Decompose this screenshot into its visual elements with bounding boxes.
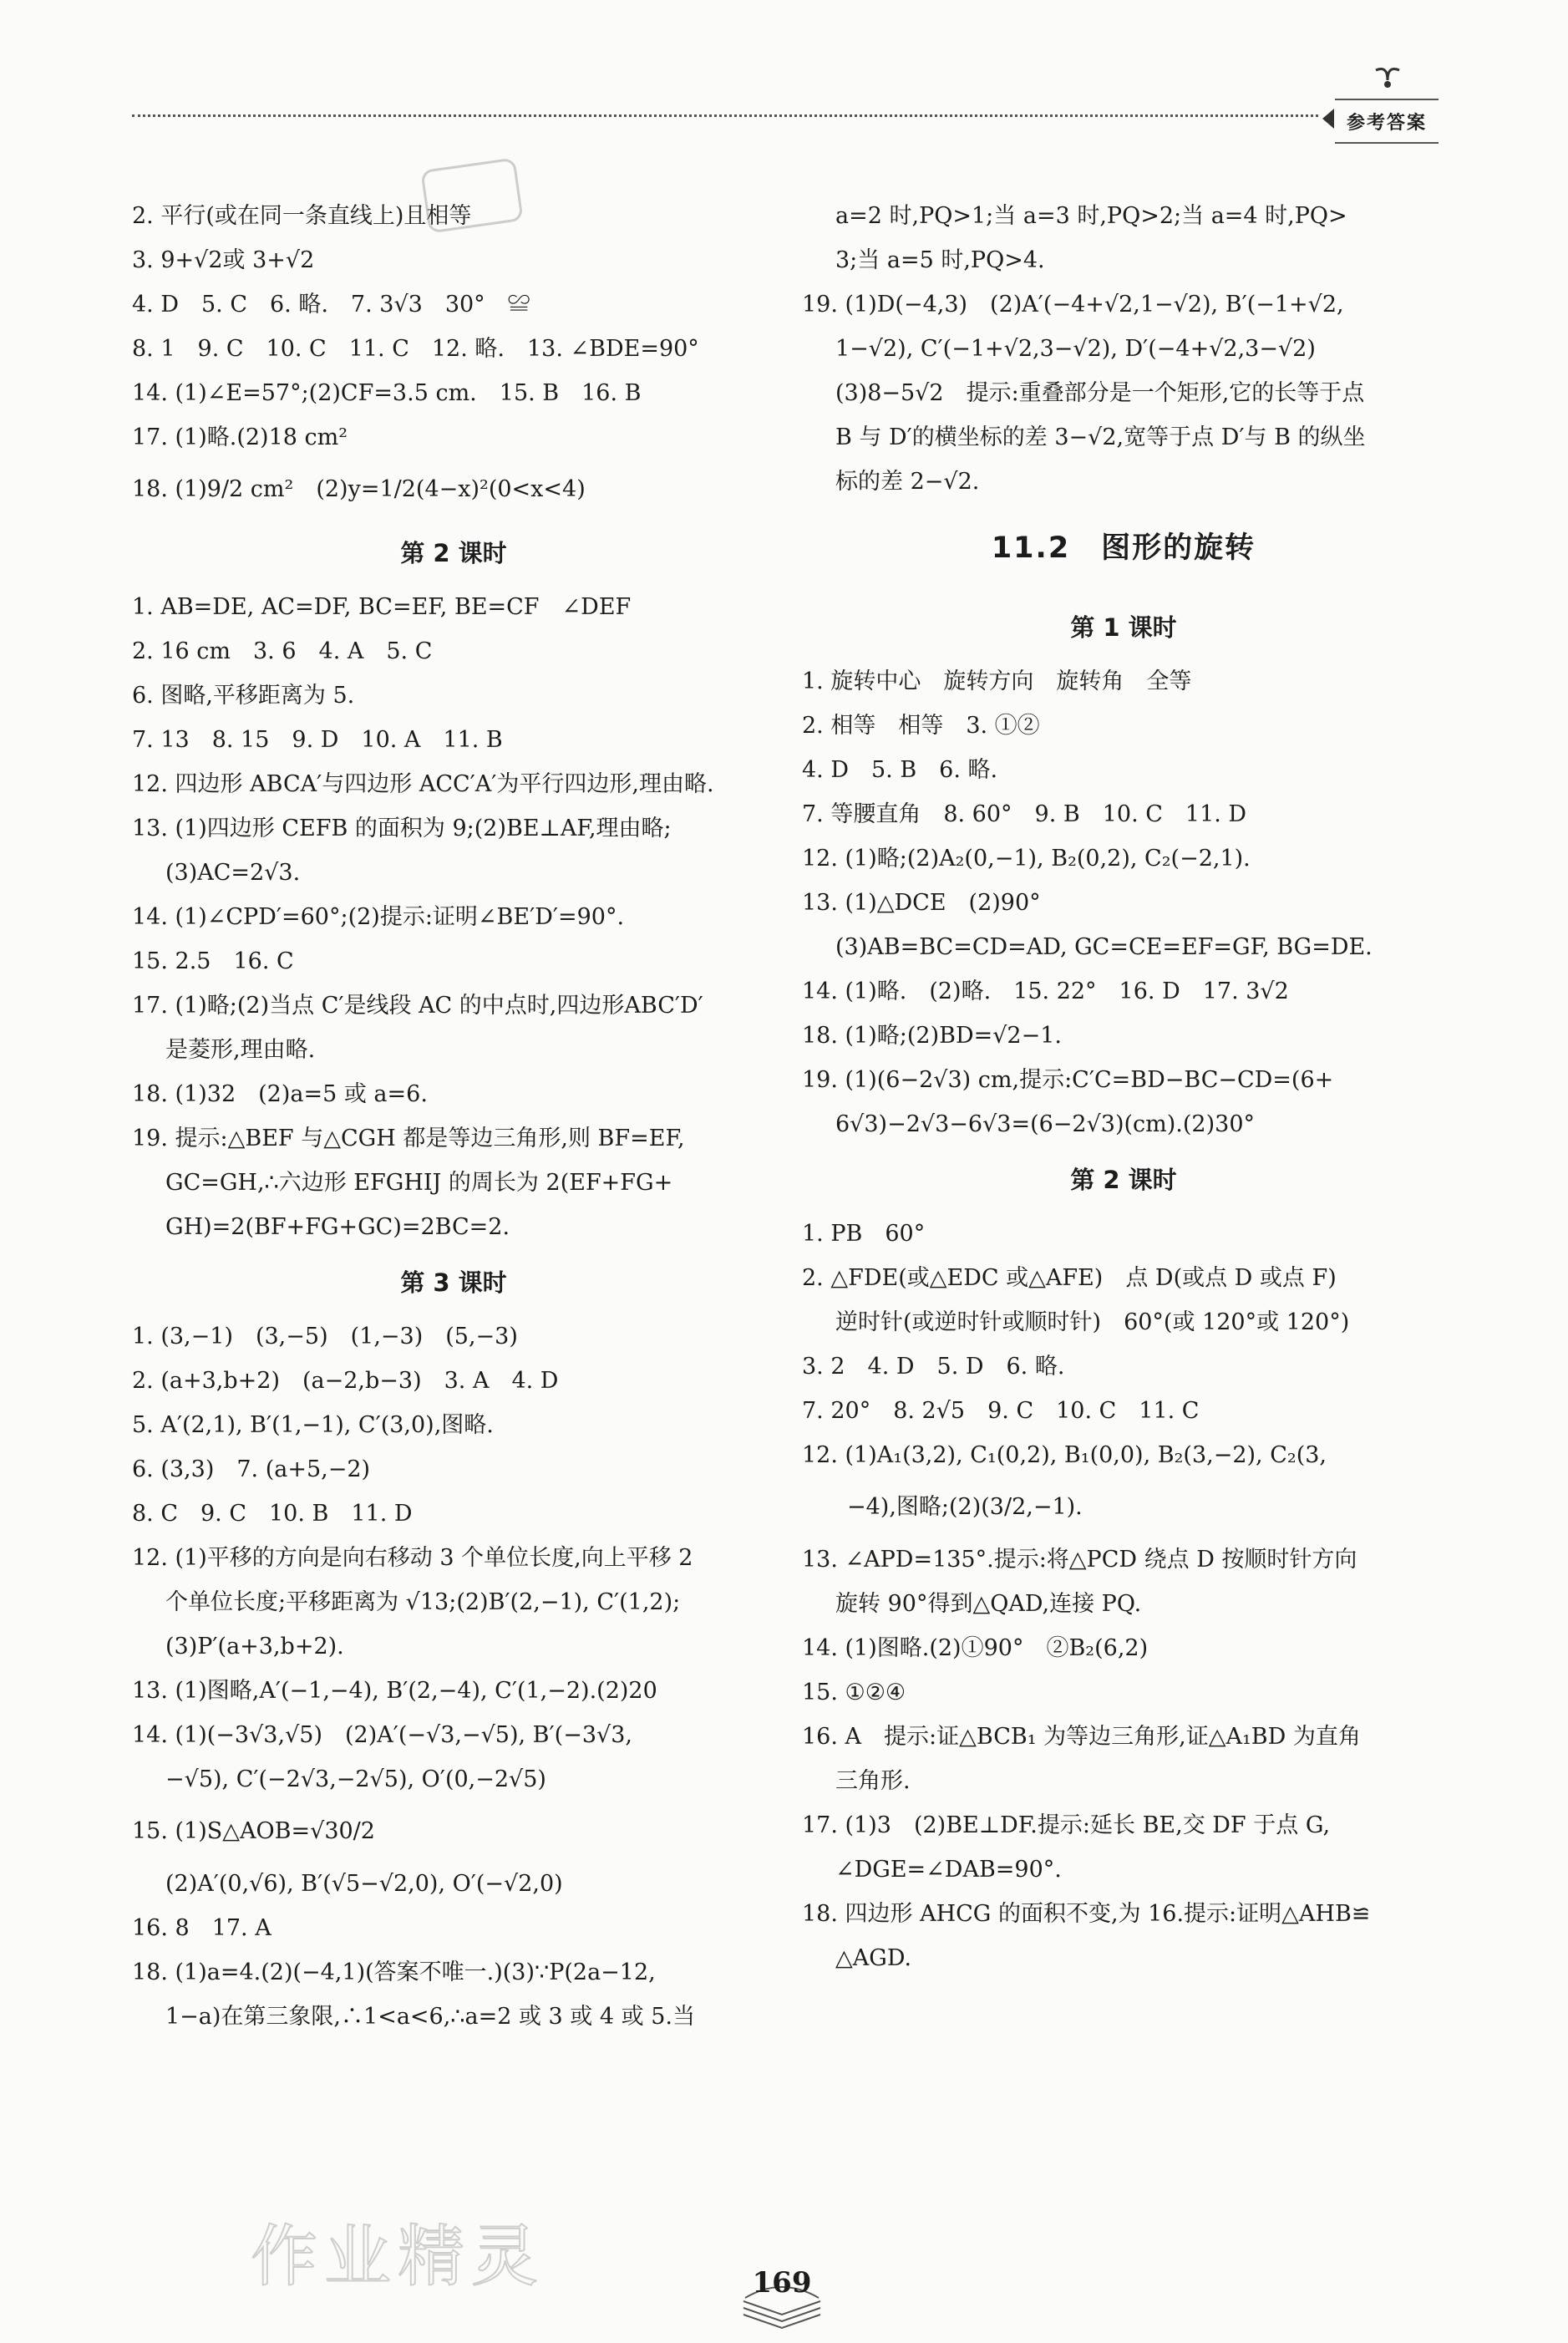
answer-line-continued: 个单位长度;平移距离为 √13;(2)B′(2,−1), C′(1,2); bbox=[165, 1589, 681, 1615]
answer-line-continued: 逆时针(或逆时针或顺时针) 60°(或 120°或 120°) bbox=[835, 1309, 1350, 1335]
answer-line: 12. 四边形 ABCA′与四边形 ACC′A′为平行四边形,理由略. bbox=[132, 771, 714, 797]
section-heading: 第 2 课时 bbox=[400, 539, 507, 567]
answer-line: 7. 等腰直角 8. 60° 9. B 10. C 11. D bbox=[802, 801, 1247, 827]
page-number: 169 bbox=[752, 2266, 812, 2300]
answer-line: 3. 2 4. D 5. D 6. 略. bbox=[802, 1354, 1065, 1380]
answer-line: 1. PB 60° bbox=[802, 1221, 926, 1247]
header-rule bbox=[132, 114, 1318, 117]
answer-line-continued: GH)=2(BF+FG+GC)=2BC=2. bbox=[165, 1214, 510, 1240]
answer-line: 2. (a+3,b+2) (a−2,b−3) 3. A 4. D bbox=[132, 1368, 559, 1394]
answer-line-continued: B 与 D′的横坐标的差 3−√2,宽等于点 D′与 B 的纵坐 bbox=[835, 424, 1366, 450]
answer-line: 17. (1)3 (2)BE⊥DF.提示:延长 BE,交 DF 于点 G, bbox=[802, 1812, 1331, 1838]
answer-line: 18. 四边形 AHCG 的面积不变,为 16.提示:证明△AHB≌ bbox=[802, 1901, 1371, 1927]
answer-line-continued: (3)8−5√2 提示:重叠部分是一个矩形,它的长等于点 bbox=[835, 380, 1365, 406]
answer-line: 5. A′(2,1), B′(1,−1), C′(3,0),图略. bbox=[132, 1412, 494, 1438]
answer-line-continued: △AGD. bbox=[835, 1945, 912, 1971]
section-heading: 第 2 课时 bbox=[1070, 1166, 1177, 1194]
answer-line-continued: (2)A′(0,√6), B′(√5−√2,0), O′(−√2,0) bbox=[165, 1871, 563, 1897]
answer-line: 17. (1)略;(2)当点 C′是线段 AC 的中点时,四边形ABC′D′ bbox=[132, 993, 703, 1019]
answer-line: 13. (1)△DCE (2)90° bbox=[802, 890, 1041, 916]
answer-line: 12. (1)略;(2)A₂(0,−1), B₂(0,2), C₂(−2,1). bbox=[802, 846, 1251, 872]
answer-line-continued: 1−a)在第三象限,∴1<a<6,∴a=2 或 3 或 4 或 5.当 bbox=[165, 2004, 695, 2030]
answer-line-continued: 标的差 2−√2. bbox=[835, 469, 980, 495]
answer-line: 12. (1)A₁(3,2), C₁(0,2), B₁(0,0), B₂(3,−2), C₂(3, bbox=[802, 1442, 1327, 1468]
answer-line: 18. (1)略;(2)BD=√2−1. bbox=[802, 1023, 1062, 1049]
answer-line: −4),图略;(2)(3/2,−1). bbox=[802, 1494, 1083, 1520]
answer-line: 2. 相等 相等 3. ①② bbox=[802, 713, 1040, 739]
answer-line-continued: ∠DGE=∠DAB=90°. bbox=[835, 1857, 1062, 1883]
answer-line: 14. (1)∠E=57°;(2)CF=3.5 cm. 15. B 16. B bbox=[132, 380, 642, 406]
answer-line-continued: (3)P′(a+3,b+2). bbox=[165, 1634, 344, 1659]
answer-line: 15. 2.5 16. C bbox=[132, 948, 294, 974]
answer-line-continued: (3)AC=2√3. bbox=[165, 860, 301, 886]
answer-line: 18. (1)a=4.(2)(−4,1)(答案不唯一.)(3)∵P(2a−12, bbox=[132, 1959, 656, 1985]
answer-line: 2. 平行(或在同一条直线上)且相等 bbox=[132, 203, 472, 229]
answer-line: 2. △FDE(或△EDC 或△AFE) 点 D(或点 D 或点 F) bbox=[802, 1265, 1337, 1291]
answer-line: 1. (3,−1) (3,−5) (1,−3) (5,−3) bbox=[132, 1324, 518, 1349]
answer-line: 19. (1)(6−2√3) cm,提示:C′C=BD−BC−CD=(6+ bbox=[802, 1067, 1334, 1093]
answer-line: 18. (1)32 (2)a=5 或 a=6. bbox=[132, 1081, 428, 1107]
answer-line: 14. (1)(−3√3,√5) (2)A′(−√3,−√5), B′(−3√3, bbox=[132, 1722, 632, 1748]
answer-line: 18. (1)9/2 cm² (2)y=1/2(4−x)²(0<x<4) bbox=[132, 476, 586, 502]
answer-line: 1. 旋转中心 旋转方向 旋转角 全等 bbox=[802, 668, 1192, 694]
header-label: 参考答案 bbox=[1335, 99, 1439, 144]
section-heading: 第 1 课时 bbox=[1070, 613, 1177, 642]
watermark: 作业精灵 bbox=[251, 2218, 545, 2295]
answer-line-continued: 是菱形,理由略. bbox=[165, 1037, 316, 1063]
answer-line-continued: 三角形. bbox=[835, 1768, 911, 1794]
answer-line: 15. ①②④ bbox=[802, 1680, 906, 1705]
answer-line: 19. (1)D(−4,3) (2)A′(−4+√2,1−√2), B′(−1+√2, bbox=[802, 292, 1344, 318]
answer-line-continued: −√5), C′(−2√3,−2√5), O′(0,−2√5) bbox=[165, 1766, 546, 1792]
answer-line: 19. 提示:△BEF 与△CGH 都是等边三角形,则 BF=EF, bbox=[132, 1126, 685, 1151]
answer-line: 14. (1)∠CPD′=60°;(2)提示:证明∠BE′D′=90°. bbox=[132, 904, 625, 930]
answer-line: 1. AB=DE, AC=DF, BC=EF, BE=CF ∠DEF bbox=[132, 594, 632, 620]
answer-line-continued: 1−√2), C′(−1+√2,3−√2), D′(−4+√2,3−√2) bbox=[835, 336, 1316, 362]
answer-line: 16. A 提示:证△BCB₁ 为等边三角形,证△A₁BD 为直角 bbox=[802, 1724, 1361, 1750]
answer-line: 3. 9+√2或 3+√2 bbox=[132, 247, 315, 273]
answer-line: 6. 图略,平移距离为 5. bbox=[132, 683, 355, 709]
answer-line: 2. 16 cm 3. 6 4. A 5. C bbox=[132, 638, 433, 664]
answer-line: 6. (3,3) 7. (a+5,−2) bbox=[132, 1456, 371, 1482]
answer-line: 14. (1)图略.(2)①90° ②B₂(6,2) bbox=[802, 1635, 1149, 1661]
answer-line: 12. (1)平移的方向是向右移动 3 个单位长度,向上平移 2 bbox=[132, 1545, 693, 1571]
answer-line-continued: (3)AB=BC=CD=AD, GC=CE=EF=GF, BG=DE. bbox=[835, 934, 1373, 960]
chapter-heading: 11.2 图形的旋转 bbox=[991, 531, 1256, 565]
answer-line: 13. ∠APD=135°.提示:将△PCD 绕点 D 按顺时针方向 bbox=[802, 1547, 1357, 1573]
answer-line-continued: GC=GH,∴六边形 EFGHIJ 的周长为 2(EF+FG+ bbox=[165, 1170, 673, 1196]
section-heading: 第 3 课时 bbox=[400, 1268, 507, 1297]
answer-line: 8. C 9. C 10. B 11. D bbox=[132, 1501, 413, 1527]
answer-line-continued: 旋转 90°得到△QAD,连接 PQ. bbox=[835, 1591, 1142, 1617]
answer-line: 8. 1 9. C 10. C 11. C 12. 略. 13. ∠BDE=90° bbox=[132, 336, 699, 362]
answer-line: 4. D 5. C 6. 略. 7. 3√3 30° ≌ bbox=[132, 292, 530, 318]
answer-line: 7. 20° 8. 2√5 9. C 10. C 11. C bbox=[802, 1398, 1200, 1424]
right-column bbox=[802, 194, 1445, 1980]
answer-line: 7. 13 8. 15 9. D 10. A 11. B bbox=[132, 727, 503, 753]
answer-line: 14. (1)略. (2)略. 15. 22° 16. D 17. 3√2 bbox=[802, 978, 1289, 1004]
book-logo-icon bbox=[1373, 62, 1403, 92]
answer-line: 15. (1)S△AOB=√30/2 bbox=[132, 1818, 375, 1844]
answer-line: 16. 8 17. A bbox=[132, 1915, 271, 1941]
answer-line: 13. (1)四边形 CEFB 的面积为 9;(2)BE⊥AF,理由略; bbox=[132, 816, 672, 841]
answer-line-continued: a=2 时,PQ>1;当 a=3 时,PQ>2;当 a=4 时,PQ> bbox=[835, 203, 1347, 229]
answer-line: 4. D 5. B 6. 略. bbox=[802, 757, 998, 783]
answer-line-continued: 6√3)−2√3−6√3=(6−2√3)(cm).(2)30° bbox=[835, 1111, 1255, 1137]
answer-line: 17. (1)略.(2)18 cm² bbox=[132, 424, 348, 450]
left-column bbox=[132, 194, 775, 2039]
answer-line: 13. (1)图略,A′(−1,−4), B′(2,−4), C′(1,−2).(2)20 bbox=[132, 1678, 657, 1704]
answer-line-continued: 3;当 a=5 时,PQ>4. bbox=[835, 247, 1045, 273]
header-arrow-icon bbox=[1322, 109, 1334, 129]
